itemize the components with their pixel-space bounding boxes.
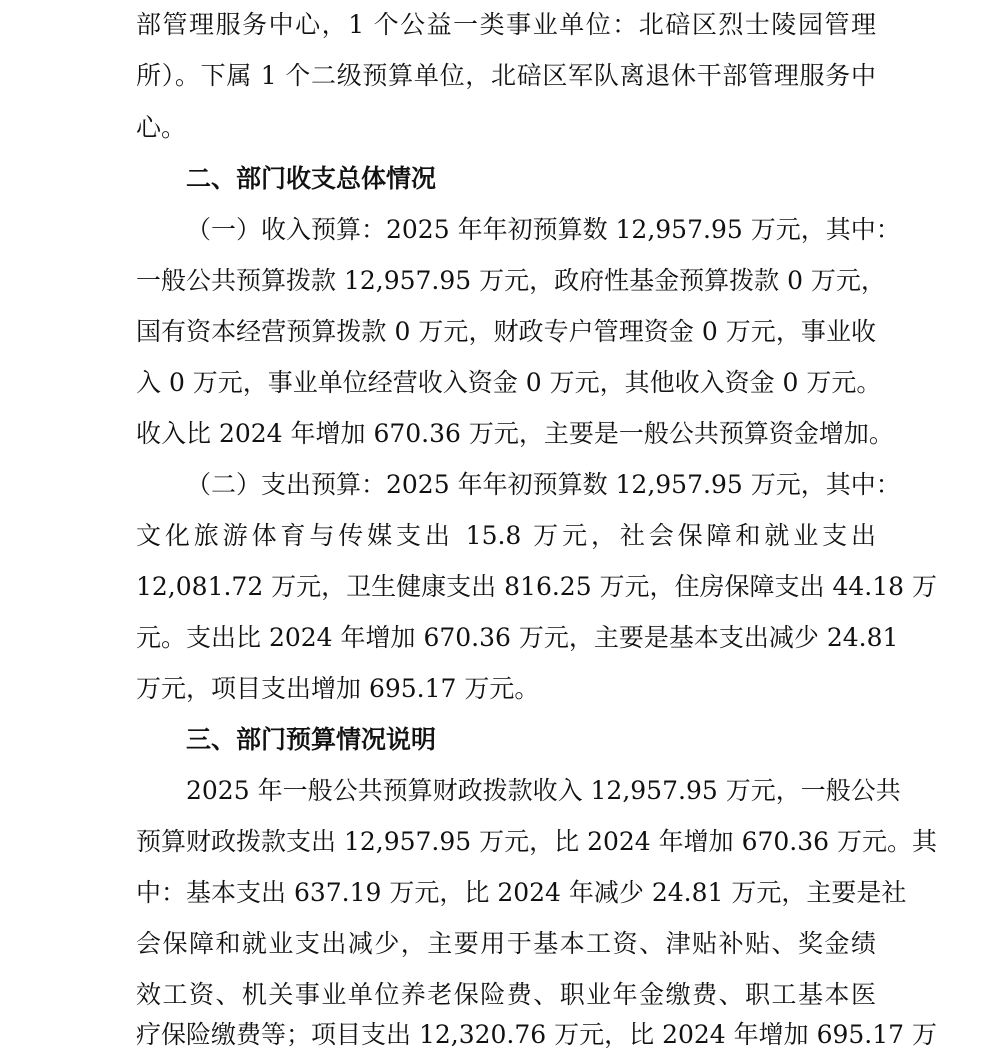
section-heading-3: 三、部门预算情况说明 xyxy=(186,725,437,754)
body-text-line: 文化旅游体育与传媒支出 15.8 万元，社会保障和就业支出 xyxy=(136,521,876,550)
body-text-line: 部管理服务中心，1 个公益一类事业单位：北碚区烈士陵园管理 xyxy=(136,10,876,39)
body-text-line: 中：基本支出 637.19 万元，比 2024 年减少 24.81 万元，主要是社 xyxy=(136,878,907,907)
body-text-line: 入 0 万元，事业单位经营收入资金 0 万元，其他收入资金 0 万元。 xyxy=(136,368,882,397)
body-text-line: 元。支出比 2024 年增加 670.36 万元，主要是基本支出减少 24.81 xyxy=(136,623,899,652)
section-heading-2: 二、部门收支总体情况 xyxy=(186,164,437,193)
body-text-line: 所）。下属 1 个二级预算单位，北碚区军队离退休干部管理服务中 xyxy=(136,61,876,90)
body-text-line: 疗保险缴费等；项目支出 12,320.76 万元，比 2024 年增加 695.17 万 xyxy=(136,1020,938,1049)
body-text-line: 效工资、机关事业单位养老保险费、职业年金缴费、职工基本医 xyxy=(136,980,876,1009)
body-text-line: 万元，项目支出增加 695.17 万元。 xyxy=(136,674,540,703)
body-text-line: 预算财政拨款支出 12,957.95 万元，比 2024 年增加 670.36 万元。其 xyxy=(136,827,938,856)
body-text-line: 2025 年一般公共预算财政拨款收入 12,957.95 万元，一般公共 xyxy=(186,776,901,805)
body-text-line: 会保障和就业支出减少，主要用于基本工资、津贴补贴、奖金绩 xyxy=(136,929,876,958)
body-text-line: 12,081.72 万元，卫生健康支出 816.25 万元，住房保障支出 44.18 万 xyxy=(136,572,938,601)
body-text-line: 心。 xyxy=(136,113,187,142)
subsection-income-line: （一）收入预算：2025 年年初预算数 12,957.95 万元，其中： xyxy=(186,215,901,244)
body-text-line: 收入比 2024 年增加 670.36 万元，主要是一般公共预算资金增加。 xyxy=(136,419,894,448)
body-text-line: 一般公共预算拨款 12,957.95 万元，政府性基金预算拨款 0 万元， xyxy=(136,266,886,295)
subsection-expense-line: （二）支出预算：2025 年年初预算数 12,957.95 万元，其中： xyxy=(186,470,901,499)
body-text-line: 国有资本经营预算拨款 0 万元，财政专户管理资金 0 万元，事业收 xyxy=(136,317,876,346)
